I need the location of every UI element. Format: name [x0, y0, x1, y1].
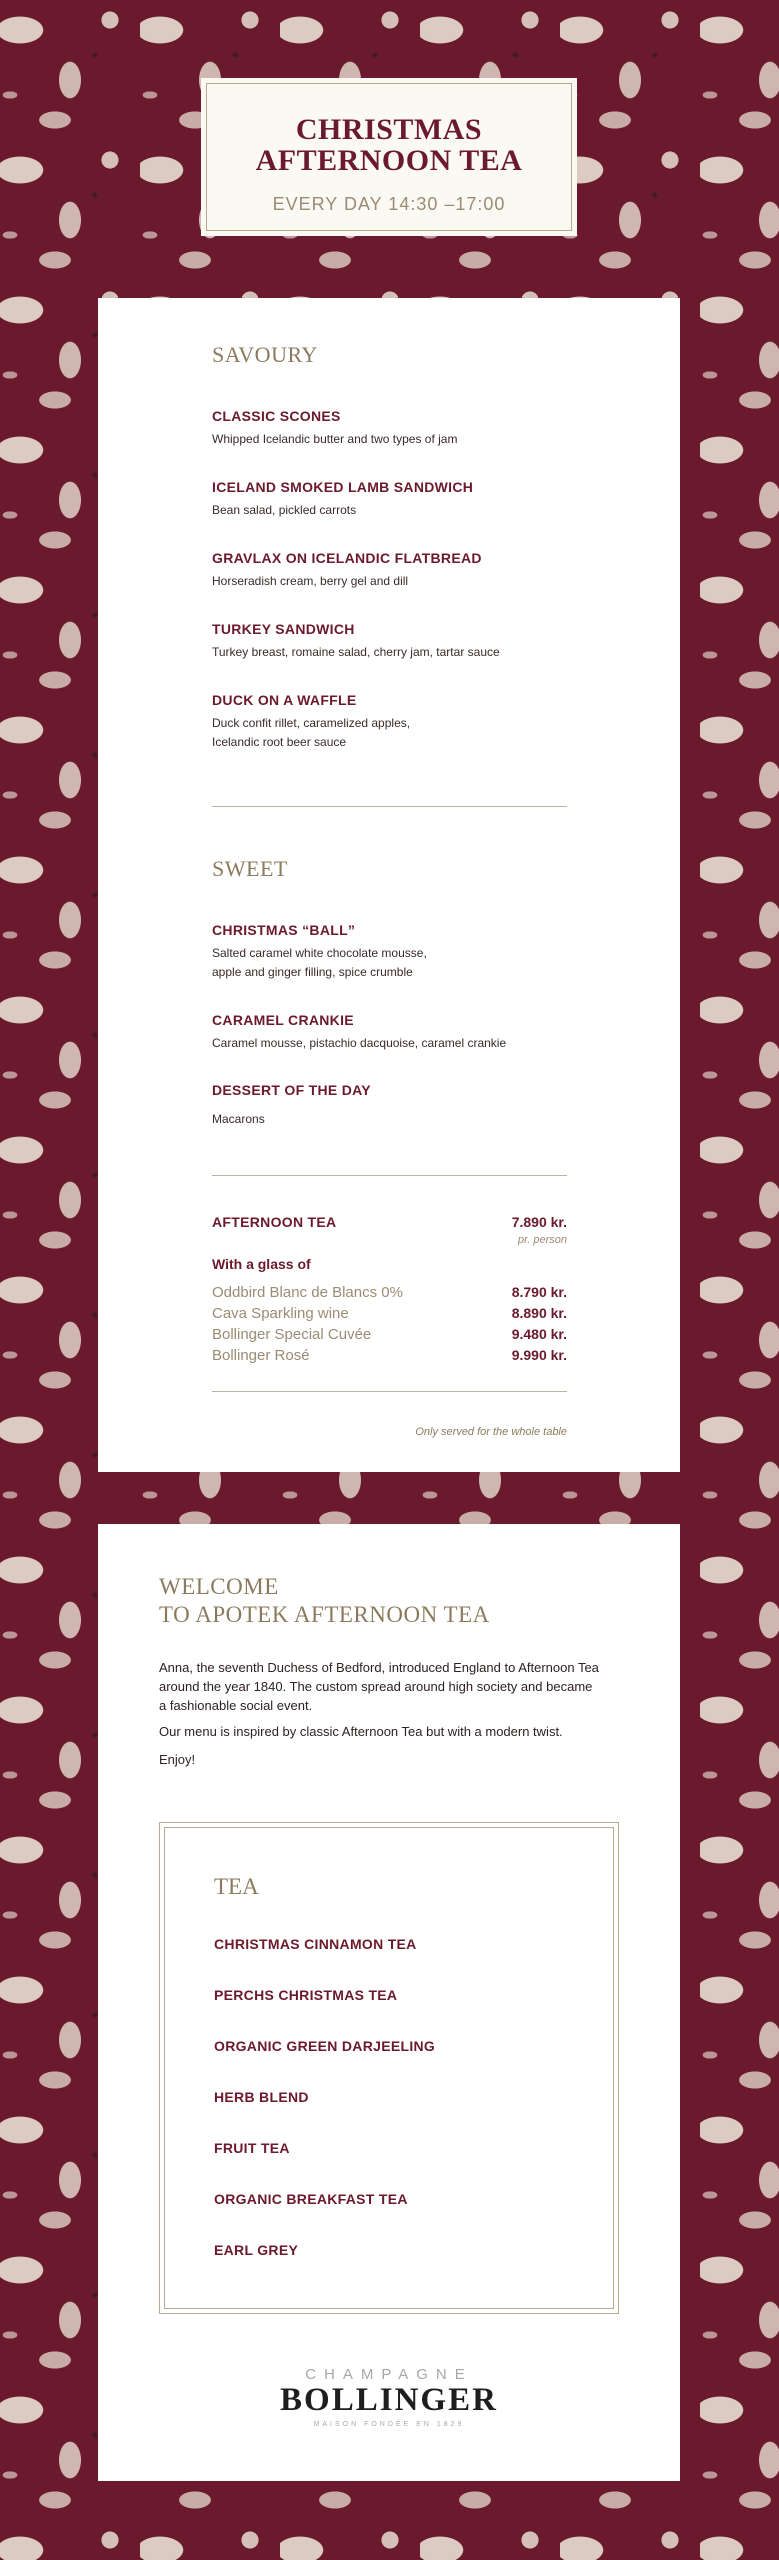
logo-champagne-text: CHAMPAGNE	[305, 2366, 473, 2383]
wine-price: 9.480 kr.	[511, 1326, 567, 1342]
tea-title: TEA	[214, 1874, 259, 1899]
tea-box	[159, 1822, 619, 2314]
wine-name: Oddbird Blanc de Blancs 0%	[212, 1284, 403, 1301]
menu-item	[212, 621, 612, 662]
menu-item-description: Macarons	[212, 1112, 265, 1126]
divider	[212, 806, 567, 807]
menu-item-description	[212, 944, 612, 982]
wine-row	[212, 1284, 567, 1301]
welcome-panel	[98, 1524, 680, 2481]
logo-bollinger-text: BOLLINGER	[280, 2382, 498, 2418]
welcome-inspiration-paragraph: Our menu is inspired by classic Afternoon Tea but with a modern twist.	[159, 1724, 563, 1739]
wine-price: 9.990 kr.	[511, 1347, 567, 1363]
logo-maison-text: MAISON FONDÉE EN 1829	[313, 2421, 465, 2428]
welcome-title-line: WELCOME	[159, 1574, 279, 1599]
wine-row	[212, 1305, 567, 1322]
savoury-title: SAVOURY	[212, 342, 318, 367]
menu-item-name: TURKEY SANDWICH	[212, 621, 355, 637]
paragraph-line: around the year 1840. The custom spread around high society and became	[159, 1679, 593, 1694]
per-person-note: pr. person	[517, 1234, 567, 1246]
menu-panel	[98, 298, 680, 1472]
menu-item-name: CHRISTMAS “BALL”	[212, 922, 356, 938]
welcome-title	[159, 1573, 490, 1629]
description-line: Icelandic root beer sauce	[212, 735, 347, 749]
tea-item: FRUIT TEA	[214, 2140, 290, 2156]
afternoon-tea-label: AFTERNOON TEA	[212, 1214, 337, 1230]
menu-item-name: ICELAND SMOKED LAMB SANDWICH	[212, 479, 474, 495]
afternoon-tea-price-row	[212, 1214, 567, 1230]
menu-item-description: Caramel mousse, pistachio dacquoise, caramel crankie	[212, 1036, 507, 1050]
menu-item	[212, 922, 612, 982]
welcome-history-paragraph	[159, 1658, 619, 1715]
welcome-enjoy-text: Enjoy!	[159, 1752, 196, 1767]
description-line: Salted caramel white chocolate mousse,	[212, 946, 427, 960]
menu-item-name: CLASSIC SCONES	[212, 408, 341, 424]
wine-row	[212, 1347, 567, 1364]
page-title	[207, 114, 571, 176]
wine-name: Bollinger Rosé	[212, 1347, 310, 1364]
title-line-2: AFTERNOON TEA	[255, 144, 523, 177]
tea-item: ORGANIC GREEN DARJEELING	[214, 2038, 436, 2054]
whole-table-note: Only served for the whole table	[415, 1426, 567, 1438]
paragraph-line: a fashionable social event.	[159, 1698, 313, 1713]
wine-row	[212, 1326, 567, 1343]
paragraph-line: Anna, the seventh Duchess of Bedford, introduced England to Afternoon Tea	[159, 1660, 599, 1675]
description-line: apple and ginger filling, spice crumble	[212, 965, 413, 979]
divider	[212, 1391, 567, 1392]
menu-item-name: CARAMEL CRANKIE	[212, 1012, 354, 1028]
tea-item: ORGANIC BREAKFAST TEA	[214, 2191, 408, 2207]
divider	[212, 1175, 567, 1176]
tea-item: PERCHS CHRISTMAS TEA	[214, 1987, 398, 2003]
menu-item-description: Whipped Icelandic butter and two types of jam	[212, 432, 458, 446]
tea-item: CHRISTMAS CINNAMON TEA	[214, 1936, 417, 1952]
title-line-1: CHRISTMAS	[295, 113, 483, 146]
menu-item-name: DUCK ON A WAFFLE	[212, 692, 357, 708]
menu-item-name: GRAVLAX ON ICELANDIC FLATBREAD	[212, 550, 482, 566]
welcome-title-line: TO APOTEK AFTERNOON TEA	[159, 1602, 490, 1627]
menu-item-description	[212, 714, 612, 752]
opening-hours: EVERY DAY 14:30 –17:00	[272, 194, 506, 214]
menu-item	[212, 479, 612, 520]
wine-price: 8.790 kr.	[511, 1284, 567, 1300]
menu-item	[212, 1082, 612, 1129]
menu-item	[212, 408, 612, 449]
menu-item-name: DESSERT OF THE DAY	[212, 1082, 371, 1098]
glass-label: With a glass of	[212, 1256, 311, 1272]
tea-item: HERB BLEND	[214, 2089, 309, 2105]
menu-item-description: Turkey breast, romaine salad, cherry jam, tartar sauce	[212, 645, 500, 659]
menu-item-description: Horseradish cream, berry gel and dill	[212, 574, 409, 588]
afternoon-tea-price: 7.890 kr.	[511, 1214, 567, 1230]
wine-name: Bollinger Special Cuvée	[212, 1326, 372, 1343]
bollinger-logo	[98, 2366, 680, 2428]
menu-item-description: Bean salad, pickled carrots	[212, 503, 357, 517]
menu-item	[212, 692, 612, 752]
wine-name: Cava Sparkling wine	[212, 1305, 349, 1322]
sweet-title: SWEET	[212, 856, 288, 881]
menu-item	[212, 1012, 612, 1053]
tea-item: EARL GREY	[214, 2242, 299, 2258]
wine-price: 8.890 kr.	[511, 1305, 567, 1321]
description-line: Duck confit rillet, caramelized apples,	[212, 716, 411, 730]
menu-item	[212, 550, 612, 591]
header-card	[201, 78, 577, 236]
